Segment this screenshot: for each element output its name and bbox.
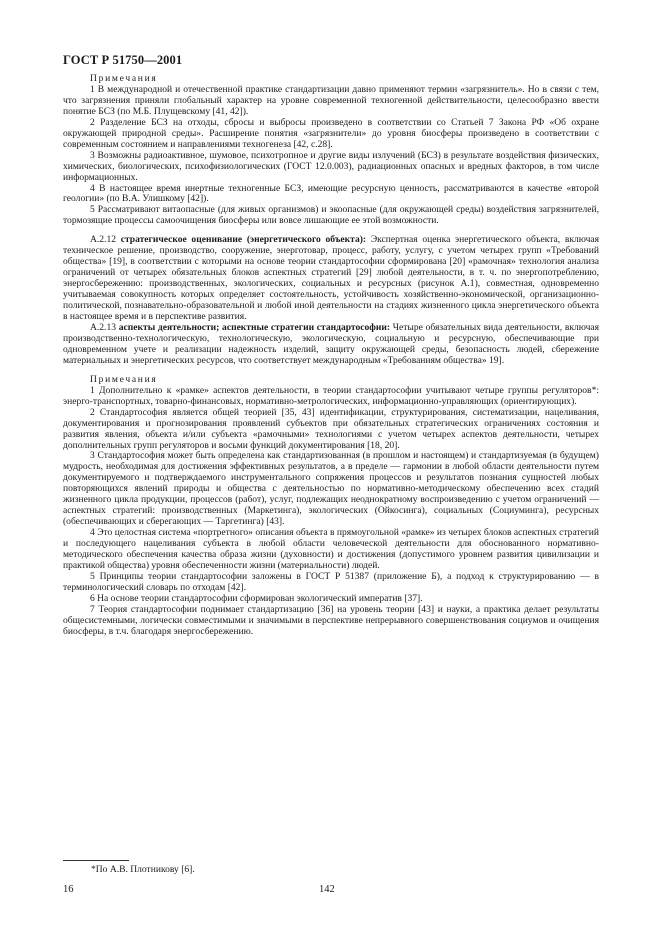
note-item: 2 Разделение БСЗ на отходы, сбросы и выбросы произведено в соответствии со Статьей 7 Закона РФ «Об охране окружающей природной среды». Расширение понятия «загрязнители» до уровня биосферы произведено в соответствии с современным состоянием и направлениями техногенеза [42, с.28]. [63, 116, 599, 150]
definition-a212 [63, 235, 599, 323]
note-item: 6 На основе теории стандартософии сформирован экологический императив [37]. [90, 592, 423, 604]
note-item: 5 Принципы теории стандартософии заложены в ГОСТ Р 51387 (приложение Б), а подход к структурированию — в терминологический словарь по отходам [42]. [63, 570, 599, 593]
definition-text: Экспертная оценка энергетического объекта, включая техническое решение, производство, сооружение, энерготовар, процесс, работу, услугу, с учетом четырех групп «Требований общества» [19], в соответствии с которыми на основе теории стандартософии сформирована [20] «рамочная» технология анализа ограничений от четырех обязательных блоков аспектных стратегий [29] любой деятельности, в т. ч. по энергопотреблению, энергосбережению: производственных, экологических, социальных и ресурсных (рисунок А.1), совместная, одновременно учитываемая совокупность которых определяет состоятельность, устойчивость хозяйственно-экономической, организационно-политической, познавательно-образовательной и любой иной деятельности на стадиях жизненного цикла энергетического объекта в настоящее время и в перспективе развития. [63, 234, 599, 323]
note-item: 5 Рассматривают витаопасные (для живых организмов) и экоопасные (для окружающей среды) воздействия загрязнителей, тормозящие процессы самоочищения биосферы или вовсе лишающие ее этой возможности. [63, 204, 599, 227]
notes-heading: Примечания [90, 73, 158, 84]
document-body [63, 74, 599, 638]
notes-heading: Примечания [90, 373, 158, 385]
note-item: 2 Стандартософия является общей теорией [35, 43] идентификации, структурирования, систематизации, нацеливания, документирования и прогнозирования проявлений субъектов при обязательных стратегических ограничениях состояния и развития явления, объекта и/или субъекта «рамочными» технологиями с учетом четырех аспектов деятельности, четырех дополнительных групп регуляторов и восьми функций документирования [18, 20]. [63, 406, 599, 451]
definition-term: стратегическое оценивание (энергетического объекта): [120, 234, 367, 246]
footnote: *По А.В. Плотникову [6]. [91, 864, 195, 875]
definition-text: Четыре обязательных вида деятельности, включая производственно-технологическую, технологическую, экологическую, социальную и ресурсную, обеспечивающие при одновременном учете и реализации надежность изделий, защиту окружающей среды, безопасность людей, сбережение материальных и энергетических ресурсов, что соответствует международным «Требованиям общества» 19]. [63, 321, 600, 366]
note-item: 1 В международной и отечественной практике стандартизации давно применяют термин «загрязнитель». Но в связи с тем, что загрязнения приняли глобальный характер на уровне современной техногенной действительности, целесообразно ввести понятие БСЗ (по М.Б. Плущевскому [41, 42]). [63, 83, 599, 117]
definition-a213 [63, 323, 599, 367]
note-item: 1 Дополнительно к «рамке» аспектов деятельности, в теории стандартософии учитывают четыре группы регуляторов*: энерго-транспортных, товарно-финансовых, нормативно-метрологических, информационно-управляющих (ориентирующих). [63, 384, 599, 407]
definition-number: А.2.13 [90, 321, 116, 333]
note-item: 4 В настоящее время инертные техногенные БСЗ, имеющие ресурсную ценность, рассматриваются в качестве «второй геологии» (по В.А. Улишкому [42]). [63, 182, 599, 205]
definition-number: А.2.12 [90, 234, 116, 246]
page-number-left: 16 [63, 884, 74, 895]
note-item: 3 Стандартософия может быть определена как стандартизованная (в прошлом и настоящем) и стандартизуемая (в будущем) мудрость, необходимая для достижения эффективных результатов, а в пределе — гармонии в любой области деятельности путем документируемого и подтверждаемого инструментального сопряжения процессов и результатов познания сущностей любых повторяющихся явлений природы и общества с деятельностью по нормативно-методическому обеспечению всех стадий жизненного цикла продукции, процессов (работ), услуг, подлежащих неоднократному воспроизведению с учетом ограничений — аспектных стратегий: производственных (Маркетинга), экологических (Ойкосинга), социальных (Социуминга), ресурсных (обеспечивающих и сберегающих — Таргетинга) [43]. [63, 450, 599, 528]
page-number-center: 142 [319, 884, 335, 895]
note-item: 3 Возможны радиоактивное, шумовое, психотропное и другие виды излучений (БСЗ) в результате воздействия физических, химических, биологических, психофизиологических (ГОСТ 12.0.003), радиационных опасных и вредных факторов, в том числе информационных. [63, 149, 599, 183]
note-item: 7 Теория стандартософии поднимает стандартизацию [36] на уровень теории [43] и науки, а практика делает результаты общесистемными, логически совместимыми и значимыми в перспективе непрерывного совершенствования социумов и очищения биосферы, в т.ч. благодаря энергосбережению. [63, 603, 599, 637]
note-item: 4 Это целостная система «портретного» описания объекта в прямоугольной «рамке» из четырех блоков аспектных стратегий и последующего нацеливания субъекта в любой области человеческой деятельности для обоснованного нормативно-методического обеспечения качества образа жизни (духовности) и достижения (допустимого уровнем развития цивилизации и практикой общества) уровня обеспеченности жизни (материальности) людей. [63, 527, 599, 571]
footnote-rule [63, 860, 129, 861]
document-header: ГОСТ Р 51750—2001 [63, 53, 183, 67]
definition-term: аспекты деятельности; аспектные стратегии стандартософии: [118, 321, 391, 333]
